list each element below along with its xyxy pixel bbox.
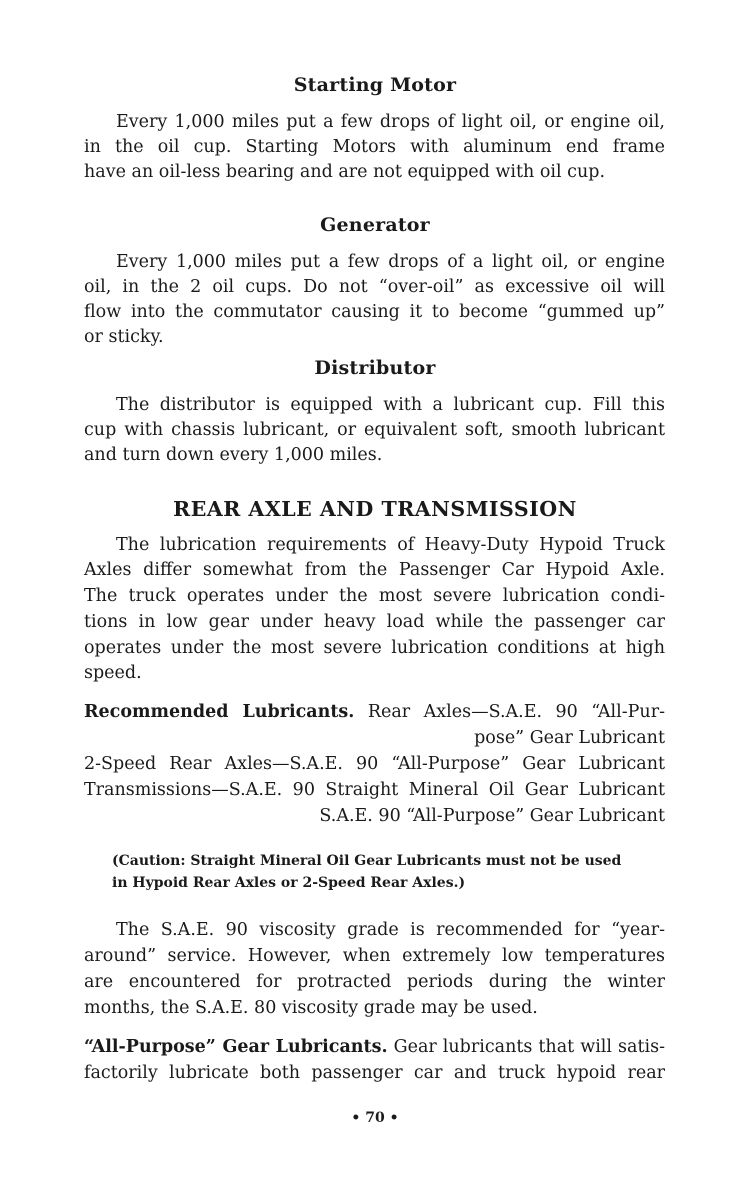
page-number: • 70 • <box>351 1110 399 1126</box>
viscosity-line-4: months, the S.A.E. 80 viscosity grade may be used. <box>84 998 538 1018</box>
recommended-line-1 <box>84 702 665 724</box>
recommended-line-1-text: Rear Axles—S.A.E. 90 “All-Pur- <box>367 702 665 722</box>
recommended-line-3: 2-Speed Rear Axles—S.A.E. 90 “All-Purpose” Gear Lubricant <box>84 754 665 774</box>
rear-axle-line-1: The lubrication requirements of Heavy-Duty Hypoid Truck <box>116 535 665 555</box>
all-purpose-line-2: factorily lubricate both passenger car and truck hypoid rear <box>84 1063 665 1083</box>
rear-axle-line-4: tions in low gear under heavy load while the passenger car <box>84 612 665 632</box>
starting-motor-line-3: have an oil-less bearing and are not equipped with oil cup. <box>84 162 606 182</box>
recommended-label: Recommended Lubricants. <box>84 702 355 722</box>
recommended-line-4: Transmissions—S.A.E. 90 Straight Mineral Oil Gear Lubricant <box>84 780 665 800</box>
generator-line-1: Every 1,000 miles put a few drops of a light oil, or engine <box>116 252 665 272</box>
all-purpose-line-1 <box>84 1037 665 1059</box>
all-purpose-line-1-text: Gear lubricants that will satis- <box>393 1037 665 1057</box>
caution-line-1: (Caution: Straight Mineral Oil Gear Lubricants must not be used <box>112 853 622 869</box>
distributor-line-2: cup with chassis lubricant, or equivalent soft, smooth lubricant <box>84 420 665 440</box>
generator-line-4: or sticky. <box>84 327 164 347</box>
distributor-heading: Distributor <box>314 357 436 379</box>
rear-axle-heading: REAR AXLE AND TRANSMISSION <box>173 497 577 521</box>
starting-motor-heading: Starting Motor <box>293 74 457 96</box>
starting-motor-line-2: in the oil cup. Starting Motors with aluminum end frame <box>84 137 665 157</box>
rear-axle-line-3: The truck operates under the most severe lubrication condi- <box>84 586 665 606</box>
generator-line-2: oil, in the 2 oil cups. Do not “over-oil” as excessive oil will <box>84 277 665 297</box>
starting-motor-line-1: Every 1,000 miles put a few drops of light oil, or engine oil, <box>116 112 665 132</box>
viscosity-line-1: The S.A.E. 90 viscosity grade is recommended for “year- <box>116 920 665 940</box>
distributor-line-1: The distributor is equipped with a lubricant cup. Fill this <box>116 395 665 415</box>
viscosity-line-2: around” service. However, when extremely low temperatures <box>84 946 665 966</box>
all-purpose-label: “All-Purpose” Gear Lubricants. <box>84 1037 388 1057</box>
viscosity-line-3: are encountered for protracted periods during the winter <box>84 972 665 992</box>
generator-heading: Generator <box>320 214 430 236</box>
rear-axle-line-6: speed. <box>84 663 142 683</box>
generator-line-3: flow into the commutator causing it to become “gummed up” <box>84 302 665 322</box>
distributor-line-3: and turn down every 1,000 miles. <box>84 445 383 465</box>
caution-line-2: in Hypoid Rear Axles or 2-Speed Rear Axles.) <box>112 875 466 891</box>
recommended-line-5: S.A.E. 90 “All-Purpose” Gear Lubricant <box>319 806 665 826</box>
recommended-line-2: pose” Gear Lubricant <box>474 728 665 748</box>
rear-axle-line-5: operates under the most severe lubrication conditions at high <box>84 638 665 658</box>
rear-axle-line-2: Axles differ somewhat from the Passenger Car Hypoid Axle. <box>84 560 665 580</box>
